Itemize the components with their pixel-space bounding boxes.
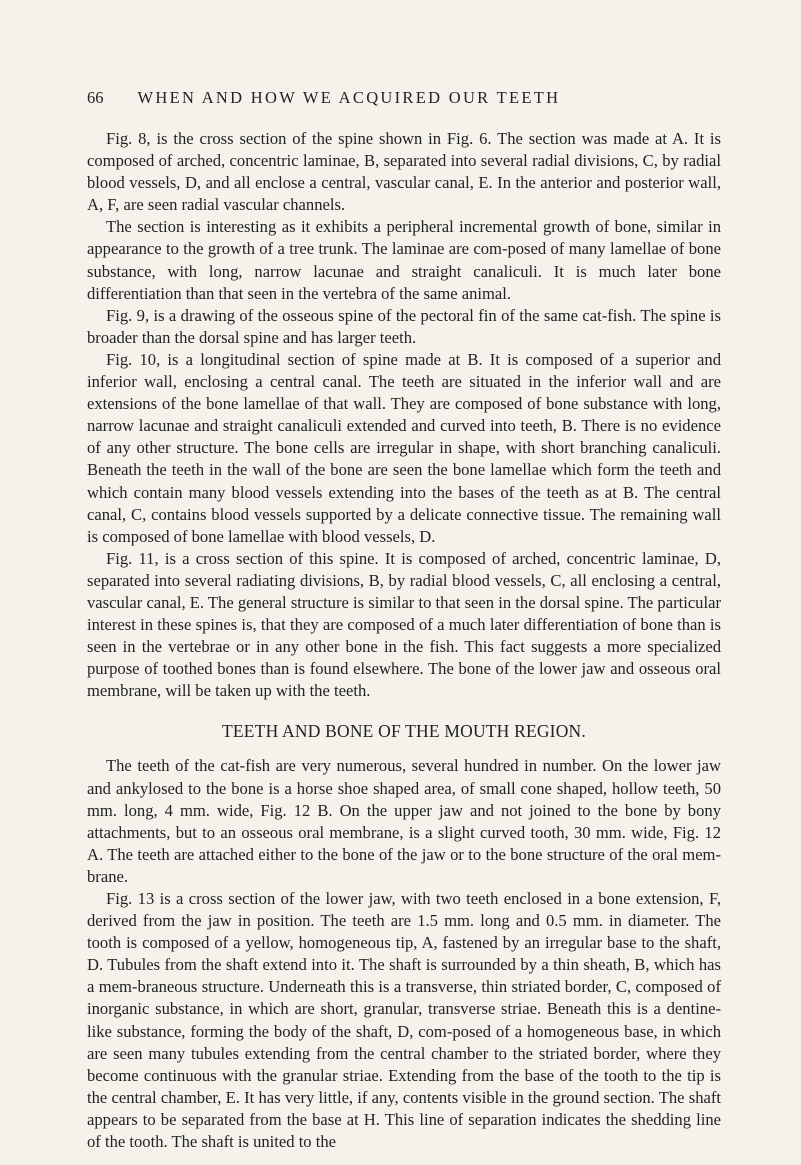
running-header <box>87 88 727 108</box>
page-number: 66 <box>87 88 104 107</box>
paragraph-fig-11: Fig. 11, is a cross section of this spine. It is composed of arched, concentric laminae, D, separated into several radiating divisions, B, by radial blood vessels, C, all enclosing a central, vascular canal, E. The general structure is similar to that seen in the dorsal spine. The particular interest in these spines is, that they are composed of a much later differentiation of bone than is seen in the vertebrae or in any other bone in the fish. This fact suggests a more specialized purpose of toothed bones than is found elsewhere. The bone of the lower jaw and osseous oral membrane, will be taken up with the teeth. <box>87 548 721 701</box>
running-title: WHEN AND HOW WE ACQUIRED OUR TEETH <box>137 88 561 107</box>
body-text <box>87 128 721 1153</box>
paragraph-fig-9: Fig. 9, is a drawing of the osseous spine of the pectoral fin of the same cat-fish. The spine is broader than the dorsal spine and has larger teeth. <box>87 305 721 347</box>
section-heading: TEETH AND BONE OF THE MOUTH REGION. <box>222 721 586 742</box>
paragraph-catfish-teeth: The teeth of the cat-fish are very numerous, several hundred in number. On the lower jaw and ankylosed to the bone is a horse shoe shaped area, of small cone shaped, hollow teeth, 50 mm. long, 4 mm. wide, Fig. 12 B. On the upper jaw and not joined to the bone by bony attachments, but to an osseous oral membrane, is a slight curved tooth, 30 mm. wide, Fig. 12 A. The teeth are attached either to the bone of the jaw or to the bone structure of the oral mem-brane. <box>87 756 721 886</box>
paragraph-fig-10: Fig. 10, is a longitudinal section of spine made at B. It is composed of a superior and inferior wall, enclosing a central canal. The teeth are situated in the inferior wall and are extensions of the bone lamellae of that wall. They are composed of bone substance with long, narrow lacunae and straight canaliculi extended and curved into teeth, B. There is no evidence of any other structure. The bone cells are irregular in shape, with short branching canaliculi. Beneath the teeth in the wall of the bone are seen the bone lamellae which form the teeth and which contain many blood vessels extending into the bases of the teeth as at B. The central canal, C, contains blood vessels supported by a delicate connective tissue. The remaining wall is composed of bone lamellae with blood vessels, D. <box>87 349 721 546</box>
paragraph-fig-13: Fig. 13 is a cross section of the lower jaw, with two teeth enclosed in a bone extension, F, derived from the jaw in position. The teeth are 1.5 mm. long and 0.5 mm. in diameter. The tooth is composed of a yellow, homogeneous tip, A, fastened by an irregular base to the shaft, D. Tubules from the shaft extend into it. The shaft is surrounded by a thin sheath, B, which has a mem-braneous structure. Underneath this is a transverse, thin striated border, C, composed of inorganic substance, in which are short, granular, transverse striae. Beneath this is a dentine-like substance, forming the body of the shaft, D, com-posed of a homogeneous base, in which are seen many tubules extending from the central chamber to the striated border, where they become continuous with the granular striae. Extending from the base of the tooth to the tip is the central chamber, E. It has very little, if any, contents visible in the ground section. The shaft appears to be separated from the base at H. This line of separation indicates the shedding line of the tooth. The shaft is united to the <box>87 889 721 1152</box>
paragraph-fig-8: Fig. 8, is the cross section of the spine shown in Fig. 6. The section was made at A. It is composed of arched, concentric laminae, B, separated into several radial divisions, C, by radial blood vessels, D, and all enclose a central, vascular canal, E. In the anterior and posterior wall, A, F, are seen radial vascular channels. <box>87 129 721 215</box>
paragraph-incremental-growth: The section is interesting as it exhibits a peripheral incremental growth of bone, similar in appearance to the growth of a tree trunk. The laminae are com-posed of many lamellae of bone substance, with long, narrow lacunae and straight canaliculi. It is much later bone differentiation than that seen in the vertebra of the same animal. <box>87 217 721 303</box>
